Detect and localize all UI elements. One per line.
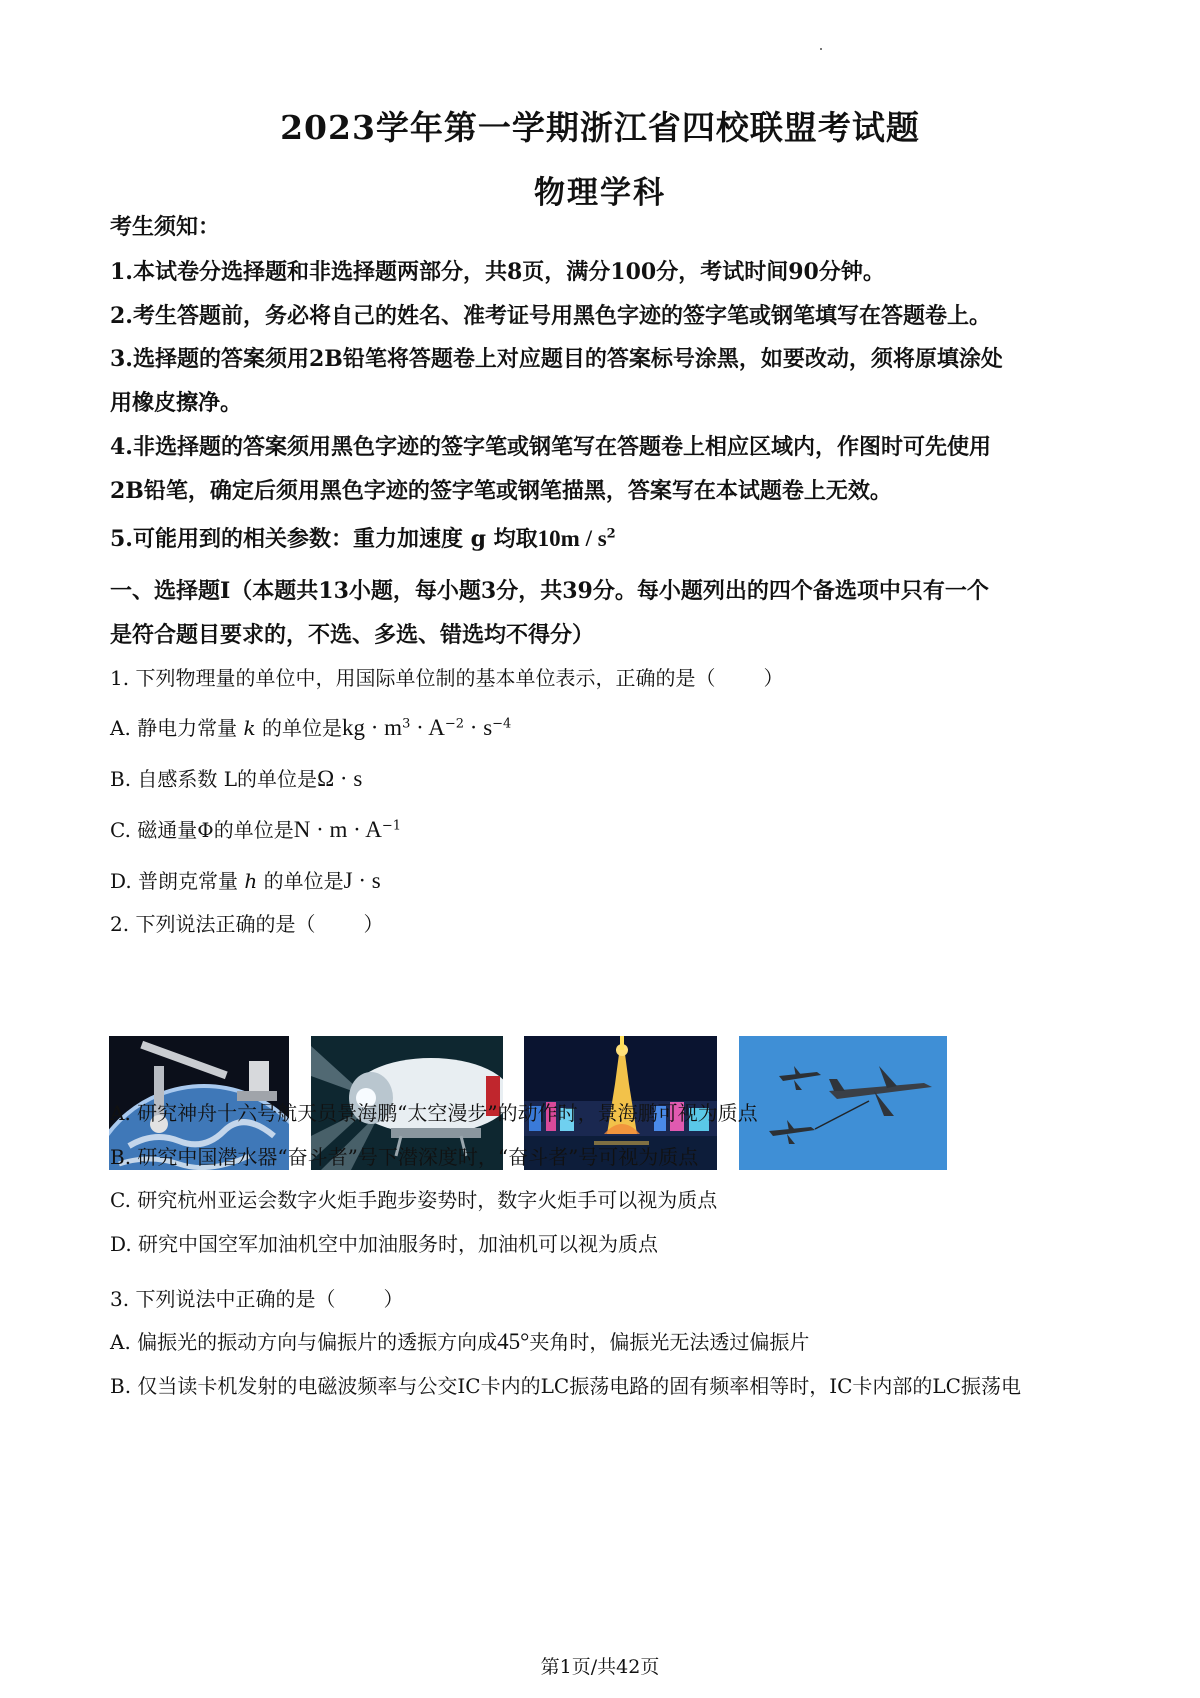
q3-stem: 3. 下列说法中正确的是（ ） (110, 1287, 404, 1311)
exam-title: 2023学年第一学期浙江省四校联盟考试题 (280, 108, 920, 147)
gravity-value: 10m / s (537, 526, 607, 551)
notice-item-4-line-2: 2B铅笔，确定后须用黑色字迹的签字笔或钢笔描黑，答案写在本试题卷上无效。 (110, 478, 892, 504)
q1-option-c: C. 磁通量Φ的单位是$N \cdot m \cdot A^{-1}$ (110, 817, 402, 842)
q2-stem: 2. 下列说法正确的是（ ） (110, 912, 384, 936)
notice-item-2: 2.考生答题前，务必将自己的姓名、准考证号用黑色字迹的签字笔或钢笔填写在答题卷上。 (110, 303, 991, 329)
subject-title: 物理学科 (534, 175, 666, 211)
notice-item-3-line-1: 3.选择题的答案须用2B铅笔将答题卷上对应题目的答案标号涂黑，如要改动，须将原填涂处 (110, 346, 1003, 372)
q2-option-b: B. 研究中国潜水器“奋斗者”号下潜深度时，“奋斗者”号可视为质点 (110, 1145, 699, 1169)
page-footer: 第1页/共42页 (540, 1656, 660, 1678)
section-header-line-1: 一、选择题Ⅰ（本题共13小题，每小题3分，共39分。每小题列出的四个备选项中只有一个 (110, 578, 989, 604)
q1-option-b: B. 自感系数 L的单位是Ω · s (110, 766, 363, 791)
q1-stem: 1. 下列物理量的单位中，用国际单位制的基本单位表示，正确的是（ ） (110, 666, 784, 690)
notice-heading: 考生须知： (110, 214, 221, 240)
q1-option-d: D. 普朗克常量 h 的单位是J · s (110, 868, 381, 893)
section-header-line-2: 是符合题目要求的，不选、多选、错选均不得分） (110, 622, 595, 648)
q2-option-d: D. 研究中国空军加油机空中加油服务时，加油机可以视为质点 (110, 1232, 659, 1256)
notice-item-5-text: 5.可能用到的相关参数：重力加速度 g 均取 (110, 526, 538, 552)
notice-item-5 (110, 522, 616, 553)
q2-option-c: C. 研究杭州亚运会数字火炬手跑步姿势时，数字火炬手可以视为质点 (110, 1188, 718, 1212)
notice-item-3-line-2: 用橡皮擦净。 (110, 390, 243, 416)
q1-option-a: A. 静电力常量 k 的单位是kg · $m^3 \cdot A^{-2} \cdot s^{-4}$ (110, 715, 512, 740)
q2-option-a: A. 研究神舟十六号航天员景海鹏“太空漫步”的动作时，景海鹏可视为质点 (110, 1101, 758, 1125)
gravity-exponent: 2 (606, 526, 616, 542)
aerial-refueling-image (739, 1036, 947, 1170)
scan-speck (820, 48, 822, 50)
notice-item-4-line-1: 4.非选择题的答案须用黑色字迹的签字笔或钢笔写在答题卷上相应区域内，作图时可先使用 (110, 434, 991, 460)
q3-option-a: A. 偏振光的振动方向与偏振片的透振方向成45°夹角时，偏振光无法透过偏振片 (110, 1329, 810, 1354)
q3-option-b: B. 仅当读卡机发射的电磁波频率与公交IC卡内的LC振荡电路的固有频率相等时，IC卡内部的LC振荡电 (110, 1374, 1021, 1398)
notice-item-1: 1.本试卷分选择题和非选择题两部分，共8页，满分100分，考试时间90分钟。 (110, 259, 885, 285)
